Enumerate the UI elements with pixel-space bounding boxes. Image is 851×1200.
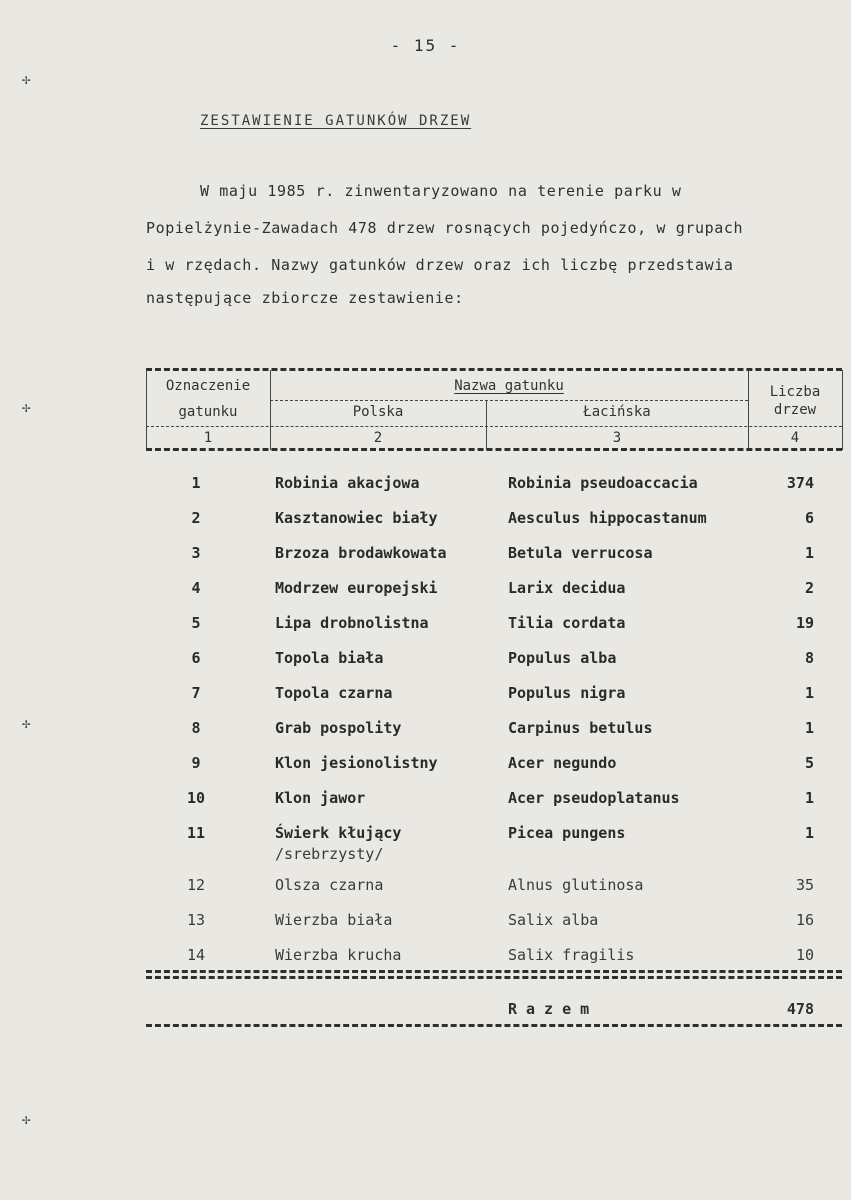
tree-count: 1	[804, 684, 814, 702]
binding-hole-mark: ✢	[22, 716, 31, 732]
intro-line-2: Popielżynie-Zawadach 478 drzew rosnących pojedyńczo, w grupach	[146, 219, 744, 237]
intro-line-1: W maju 1985 r. zinwentaryzowano na terenie parku w	[200, 182, 682, 200]
total-top-rule-2	[146, 976, 842, 979]
row-number: 1	[191, 474, 201, 492]
tree-count: 2	[804, 579, 814, 597]
row-number: 14	[186, 946, 206, 964]
binding-hole-mark: ✢	[22, 400, 31, 416]
row-number: 2	[191, 509, 201, 527]
tree-count: 19	[795, 614, 814, 632]
tree-count: 10	[795, 946, 814, 964]
polish-name: Brzoza brodawkowata	[275, 544, 447, 562]
row-number: 4	[191, 579, 201, 597]
latin-name: Tilia cordata	[508, 614, 626, 632]
row-number: 5	[191, 614, 201, 632]
tree-count: 6	[804, 509, 814, 527]
latin-name: Salix alba	[508, 911, 599, 929]
polish-name: Kasztanowiec biały	[275, 509, 438, 527]
tree-count: 1	[804, 789, 814, 807]
binding-hole-mark: ✢	[22, 72, 31, 88]
latin-name: Larix decidua	[508, 579, 626, 597]
header-polish: Polska	[352, 404, 404, 420]
intro-line-4: następujące zbiorcze zestawienie:	[146, 289, 464, 307]
latin-name: Aesculus hippocastanum	[508, 509, 707, 527]
header-latin: Łacińska	[583, 404, 651, 420]
latin-name: Populus alba	[508, 649, 617, 667]
total-top-rule-1	[146, 970, 842, 973]
total-label: Razem	[508, 1000, 599, 1018]
table-border-right	[842, 370, 843, 450]
row-number: 11	[186, 824, 206, 842]
polish-name: Topola czarna	[275, 684, 393, 702]
row-number: 7	[191, 684, 201, 702]
latin-name: Acer negundo	[508, 754, 617, 772]
group-header-rule	[270, 400, 748, 401]
row-number: 3	[191, 544, 201, 562]
latin-name: Betula verrucosa	[508, 544, 653, 562]
latin-name: Picea pungens	[508, 824, 626, 842]
latin-name: Acer pseudoplatanus	[508, 789, 680, 807]
tree-count: 16	[795, 911, 814, 929]
polish-name: Klon jawor	[275, 789, 366, 807]
polish-name: Grab pospolity	[275, 719, 402, 737]
header-count-2: drzew	[773, 402, 817, 418]
row-number: 6	[191, 649, 201, 667]
total-bottom-rule	[146, 1024, 842, 1027]
row-number: 10	[186, 789, 206, 807]
polish-name: Topola biała	[275, 649, 384, 667]
polish-name: Wierzba krucha	[275, 946, 402, 964]
header-species-name-text: Nazwa gatunku	[454, 378, 564, 394]
row-number: 12	[186, 876, 206, 894]
row-number: 9	[191, 754, 201, 772]
tree-count: 1	[804, 719, 814, 737]
polish-name: Klon jesionolistny	[275, 754, 438, 772]
column-number-4: 4	[790, 430, 800, 446]
tree-count: 1	[804, 544, 814, 562]
polish-name: Olsza czarna	[275, 876, 384, 894]
page-number: - 15 -	[390, 36, 461, 55]
column-number-2: 2	[373, 430, 383, 446]
polish-name: Modrzew europejski	[275, 579, 438, 597]
latin-name: Carpinus betulus	[508, 719, 653, 737]
tree-count: 1	[804, 824, 814, 842]
tree-count: 5	[804, 754, 814, 772]
polish-name: Świerk kłujący	[275, 824, 402, 842]
row-number: 8	[191, 719, 201, 737]
tree-count: 8	[804, 649, 814, 667]
header-bottom-rule	[146, 448, 842, 451]
intro-line-3: i w rzędach. Nazwy gatunków drzew oraz ich liczbę przedstawia	[146, 256, 734, 274]
latin-name: Populus nigra	[508, 684, 626, 702]
binding-hole-mark: ✢	[22, 1112, 31, 1128]
column-number-3: 3	[612, 430, 622, 446]
latin-name: Alnus glutinosa	[508, 876, 644, 894]
total-value: 478	[786, 1000, 814, 1018]
polish-name-note: /srebrzysty/	[275, 845, 384, 863]
table-top-rule	[146, 368, 842, 371]
polish-name: Robinia akacjowa	[275, 474, 420, 492]
tree-count: 374	[786, 474, 814, 492]
header-count-1: Liczba	[769, 384, 821, 400]
row-number: 13	[186, 911, 206, 929]
column-number-1: 1	[203, 430, 213, 446]
tree-count: 35	[795, 876, 814, 894]
header-designation-1: Oznaczenie	[165, 378, 251, 394]
latin-name: Salix fragilis	[508, 946, 635, 964]
page-heading: ZESTAWIENIE GATUNKÓW DRZEW	[200, 113, 472, 129]
polish-name: Lipa drobnolistna	[275, 614, 429, 632]
polish-name: Wierzba biała	[275, 911, 393, 929]
number-row-rule	[146, 426, 842, 427]
latin-name: Robinia pseudoaccacia	[508, 474, 698, 492]
header-designation-2: gatunku	[178, 404, 238, 420]
header-species-name	[270, 378, 748, 394]
